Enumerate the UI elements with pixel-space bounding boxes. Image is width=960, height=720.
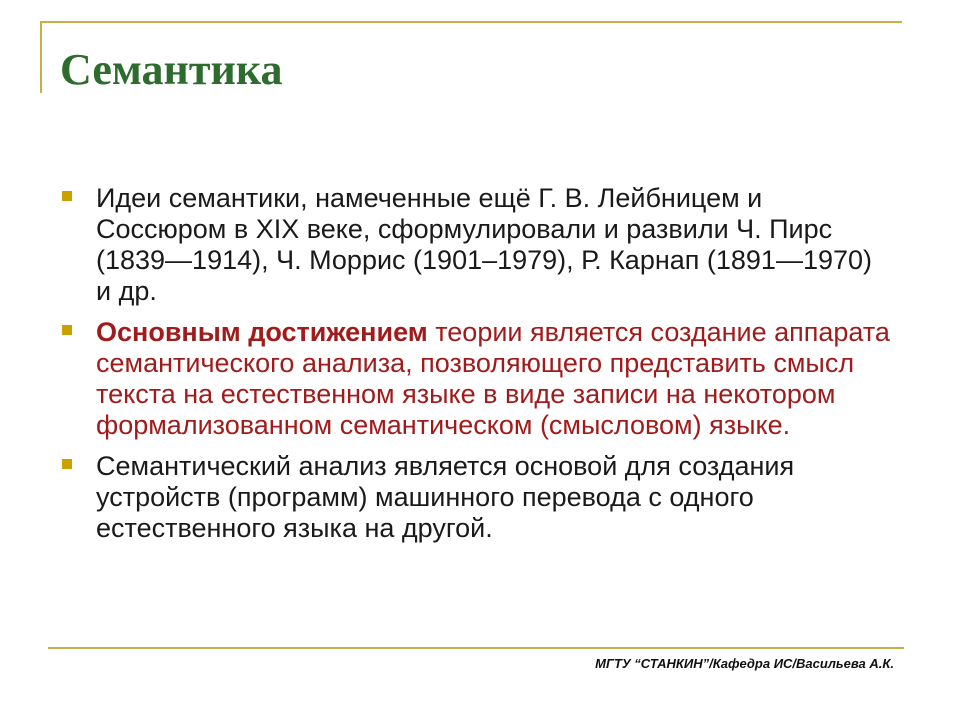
bullet-text: Семантический анализ является основой для создания устройств (программ) машинного перевода с одного естественного языка на другой.: [96, 451, 795, 543]
bullet-item: [60, 317, 890, 441]
bullet-bold-text: Основным достижением: [96, 317, 428, 347]
bullet-item: [60, 451, 890, 544]
slide-footer: МГТУ “СТАНКИН”/Кафедра ИС/Васильева А.К.: [595, 656, 894, 671]
bullet-list: [60, 183, 890, 554]
square-bullet-icon: [62, 459, 72, 469]
left-rule: [40, 21, 42, 93]
bullet-text: теории является создание аппарата семантического анализа, позволяющего представить смысл текста на естественном языке в виде записи на некотором формализованном семантическом (смысловом) языке.: [96, 317, 890, 440]
top-rule: [40, 21, 902, 23]
bottom-rule: [48, 647, 904, 649]
bullet-item: [60, 183, 890, 307]
square-bullet-icon: [62, 191, 72, 201]
bullet-text: Идеи семантики, намеченные ещё Г. В. Лейбницем и Соссюром в XIX веке, сформулировали и развили Ч. Пирс (1839—1914), Ч. Моррис (1901–1979), Р. Карнап (1891—1970) и др.: [96, 183, 872, 306]
slide-title: Семантика: [60, 45, 283, 94]
square-bullet-icon: [62, 325, 72, 335]
